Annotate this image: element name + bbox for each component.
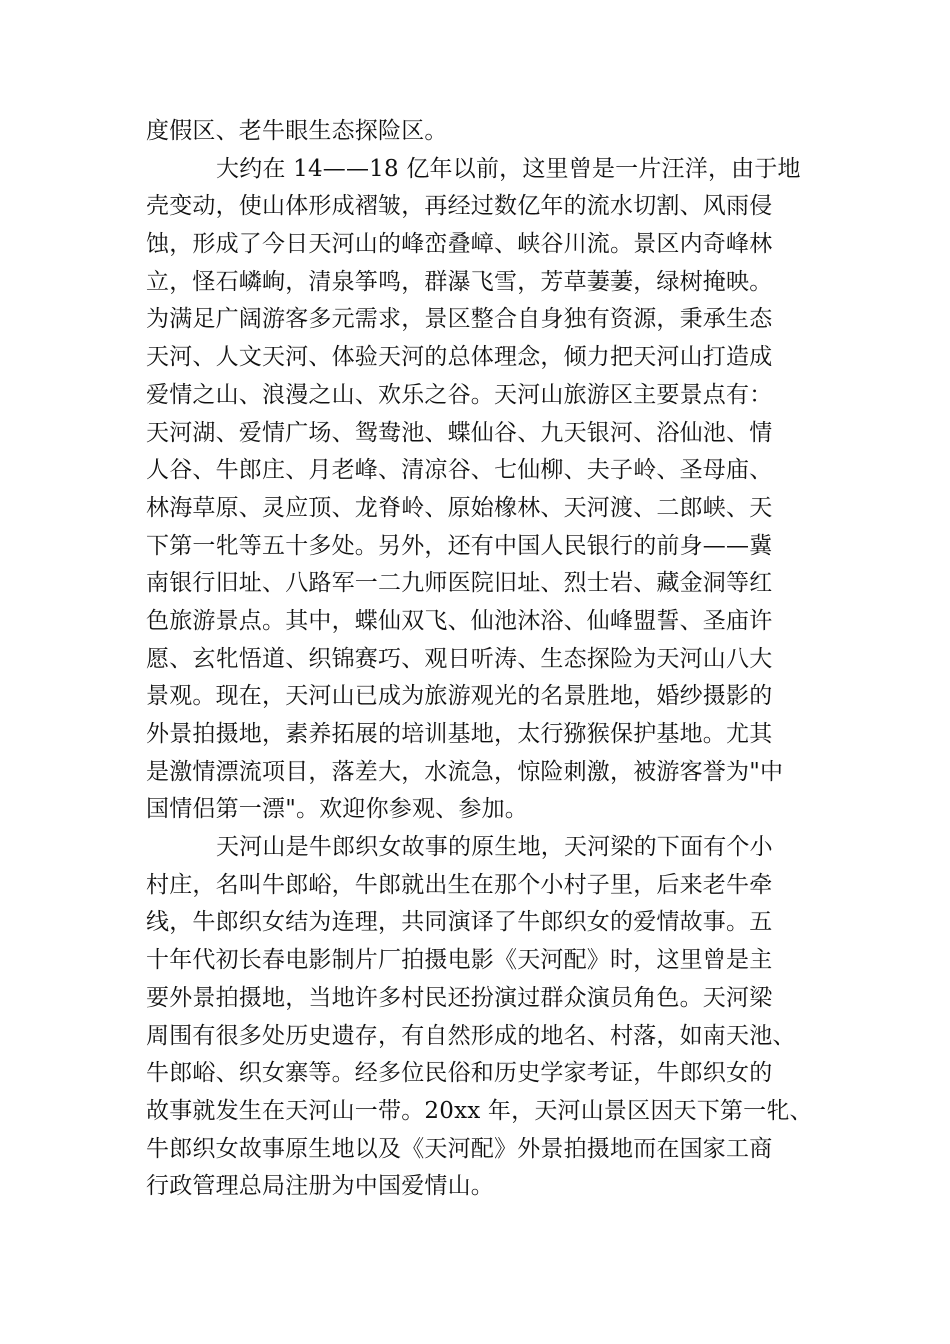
text-line: 天河山是牛郎织女故事的原生地，天河梁的下面有个小 — [216, 834, 773, 861]
text-line: 天河、人文天河、体验天河的总体理念，倾力把天河山打造成 — [146, 344, 773, 371]
text-line: 色旅游景点。其中，蝶仙双飞、仙池沐浴、仙峰盟誓、圣庙许 — [146, 607, 773, 634]
text-line: 牛郎织女故事原生地以及《天河配》外景拍摄地而在国家工商 — [146, 1135, 773, 1162]
paragraph-2 — [146, 151, 806, 829]
document-body — [146, 113, 813, 1206]
text-line: 度假区、老牛眼生态探险区。 — [146, 118, 448, 144]
text-line: 行政管理总局注册为中国爱情山。 — [146, 1173, 494, 1200]
text-line: 壳变动，使山体形成褶皱，再经过数亿年的流水切割、风雨侵 — [146, 193, 773, 220]
text-line: 村庄，名叫牛郎峪，牛郎就出生在那个小村子里，后来老牛牵 — [146, 871, 773, 898]
text-line: 人谷、牛郎庄、月老峰、清凉谷、七仙柳、夫子岭、圣母庙、 — [146, 457, 773, 484]
text-line: 蚀，形成了今日天河山的峰峦叠嶂、峡谷川流。景区内奇峰林 — [146, 231, 773, 258]
text-line: 要外景拍摄地，当地许多村民还扮演过群众演员角色。天河梁 — [146, 984, 773, 1011]
text-line: 爱情之山、浪漫之山、欢乐之谷。天河山旅游区主要景点有： — [146, 381, 773, 408]
text-line: 下第一牝等五十多处。另外，还有中国人民银行的前身——冀 — [146, 532, 773, 559]
text-line: 愿、玄牝悟道、织锦赛巧、观日听涛、生态探险为天河山八大 — [146, 645, 773, 672]
text-line: 为满足广阔游客多元需求，景区整合自身独有资源，秉承生态 — [146, 306, 773, 333]
text-line: 国情侣第一漂"。欢迎你参观、参加。 — [146, 796, 528, 823]
text-line: 十年代初长春电影制片厂拍摄电影《天河配》时，这里曾是主 — [146, 947, 773, 974]
text-line: 故事就发生在天河山一带。20xx 年，天河山景区因天下第一牝、 — [146, 1097, 813, 1124]
text-line: 外景拍摄地，素养拓展的培训基地，太行猕猴保护基地。尤其 — [146, 721, 773, 747]
text-line: 立，怪石嶙峋，清泉筝鸣，群瀑飞雪，芳草萋萋，绿树掩映。 — [146, 268, 773, 295]
text-line: 天河湖、爱情广场、鸳鸯池、蝶仙谷、九天银河、浴仙池、情 — [146, 419, 773, 446]
paragraph-3 — [146, 829, 813, 1206]
text-line: 周围有很多处历史遗存，有自然形成的地名、村落，如南天池、 — [146, 1022, 796, 1049]
text-line: 牛郎峪、织女寨等。经多位民俗和历史学家考证，牛郎织女的 — [146, 1060, 773, 1087]
text-line: 是激情漂流项目，落差大，水流急，惊险刺激，被游客誉为"中 — [146, 758, 784, 785]
text-line: 南银行旧址、八路军一二九师医院旧址、烈士岩、藏金洞等红 — [146, 570, 773, 597]
text-line: 大约在 14——18 亿年以前，这里曾是一片汪洋，由于地 — [216, 155, 801, 182]
paragraph-1 — [146, 113, 806, 151]
text-line: 线，牛郎织女结为连理，共同演译了牛郎织女的爱情故事。五 — [146, 909, 773, 936]
text-line: 景观。现在，天河山已成为旅游观光的名景胜地，婚纱摄影的 — [146, 683, 773, 710]
text-line: 林海草原、灵应顶、龙脊岭、原始橡林、天河渡、二郎峡、天 — [146, 494, 773, 521]
